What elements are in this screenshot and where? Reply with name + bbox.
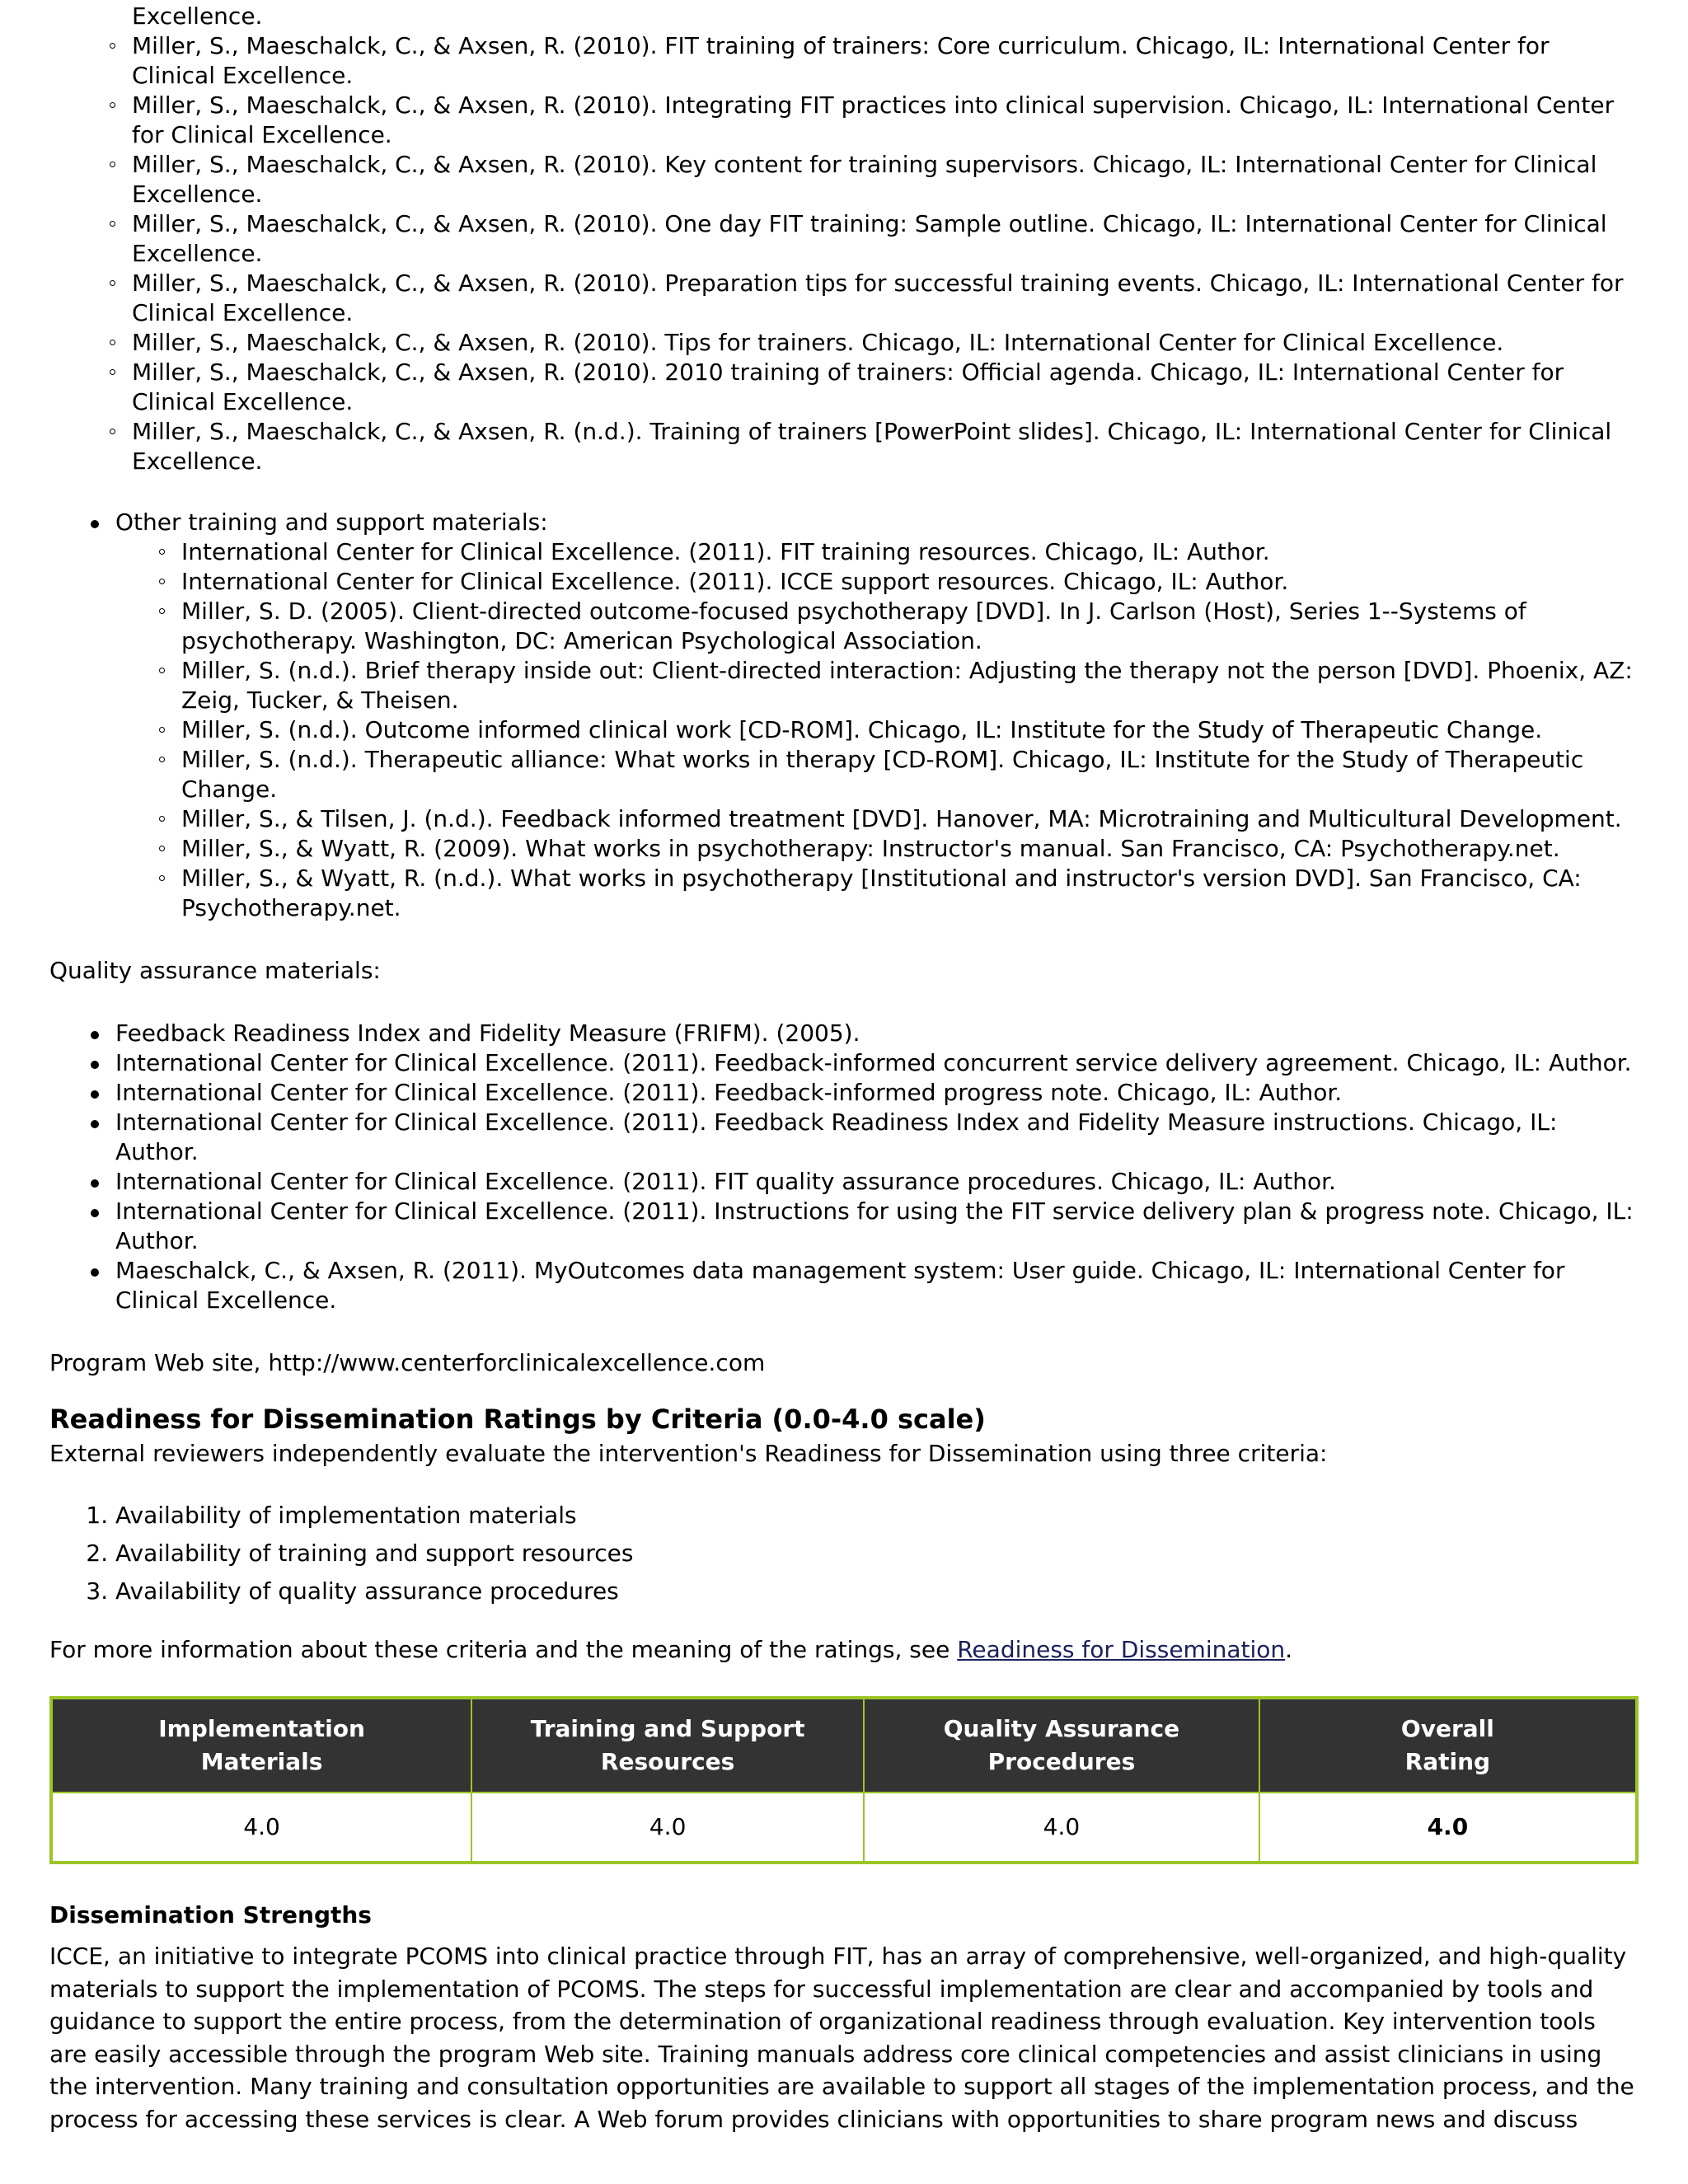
rating-overall: 4.0: [1259, 1793, 1637, 1863]
more-info-line: [49, 1635, 1639, 1665]
quality-assurance-label: Quality assurance materials:: [49, 957, 381, 984]
header-implementation-materials: Implementation Materials: [51, 1698, 471, 1793]
list-item: Maeschalck, C., & Axsen, R. (2011). MyOutcomes data management system: User guide. Chicago, IL: International Center for Clinical Excellence.: [115, 1256, 1639, 1315]
list-item: 1. Availability of implementation materials: [115, 1497, 1639, 1535]
table-row: [51, 1793, 1637, 1863]
criteria-list: [49, 1497, 1639, 1610]
strengths-text: ICCE, an initiative to integrate PCOMS into clinical practice through FIT, has an array of comprehensive, well-organized, and high-quality materials to support the implementation of PCOMS. The steps for successful implementation are clear and accompanied by tools and guidance to support the entire process, from the determination of organizational readiness through evaluation. Key intervention tools are easily accessible through the program Web site. Training manuals address core clinical competencies and assist clinicians in using the intervention. Many training and consultation opportunities are available to support all stages of the implementation process, and the process for accessing these services is clear. A Web forum provides clinicians with opportunities to share program news and discuss: [49, 1943, 1634, 2133]
other-training-label: Other training and support materials:: [115, 509, 548, 536]
list-item: International Center for Clinical Excellence. (2011). Instructions for using the FIT service delivery plan & progress note. Chicago, IL: Author.: [115, 1197, 1639, 1256]
list-item: Miller, S., Maeschalck, C., & Axsen, R. (2010). Preparation tips for successful training events. Chicago, IL: International Center for Clinical Excellence.: [132, 269, 1639, 328]
rating-training-support: 4.0: [471, 1793, 864, 1863]
list-item: International Center for Clinical Excellence. (2011). Feedback-informed concurrent service delivery agreement. Chicago, IL: Author.: [115, 1048, 1639, 1078]
rating-implementation-materials: 4.0: [51, 1793, 471, 1863]
list-item: 2. Availability of training and support resources: [115, 1535, 1639, 1572]
list-item: Miller, S. (n.d.). Brief therapy inside out: Client-directed interaction: Adjusting the therapy not the person [DVD]. Phoenix, AZ: Zeig, Tucker, & Theisen.: [181, 656, 1639, 715]
other-training-sublist: [115, 537, 1639, 923]
more-info-suffix: .: [1285, 1636, 1293, 1663]
program-website: Program Web site, http://www.centerforclinicalexcellence.com: [49, 1349, 766, 1376]
list-item: Miller, S. D. (2005). Client-directed outcome-focused psychotherapy [DVD]. In J. Carlson (Host), Series 1--Systems of psychotherapy. Washington, DC: American Psychological Association.: [181, 597, 1639, 656]
ratings-table: [49, 1696, 1639, 1864]
list-item: Miller, S., & Wyatt, R. (n.d.). What works in psychotherapy [Institutional and instructor's version DVD]. San Francisco, CA: Psychotherapy.net.: [181, 864, 1639, 923]
list-item: Miller, S., Maeschalck, C., & Axsen, R. (2010). FIT training of trainers: Core curriculum. Chicago, IL: International Center for Clinical Excellence.: [132, 31, 1639, 91]
list-item: Miller, S. (n.d.). Outcome informed clinical work [CD-ROM]. Chicago, IL: Institute for the Study of Therapeutic Change.: [181, 715, 1639, 745]
other-training-item: [115, 508, 1639, 923]
continued-text: Excellence.: [132, 2, 263, 30]
list-item: Miller, S., Maeschalck, C., & Axsen, R. (2010). Key content for training supervisors. Chicago, IL: International Center for Clinical Excellence.: [132, 150, 1639, 209]
rfd-intro: External reviewers independently evaluate the intervention's Readiness for Dissemination using three criteria:: [49, 1440, 1328, 1467]
list-item: Miller, S., Maeschalck, C., & Axsen, R. (2010). Tips for trainers. Chicago, IL: International Center for Clinical Excellence.: [132, 328, 1639, 358]
list-item: Miller, S., & Tilsen, J. (n.d.). Feedback informed treatment [DVD]. Hanover, MA: Microtraining and Multicultural Development.: [181, 804, 1639, 834]
list-item: Miller, S., Maeschalck, C., & Axsen, R. (2010). One day FIT training: Sample outline. Chicago, IL: International Center for Clinical Excellence.: [132, 209, 1639, 269]
quality-assurance-list: [49, 1019, 1639, 1315]
rfd-heading: Readiness for Dissemination Ratings by Criteria (0.0-4.0 scale): [49, 1404, 986, 1435]
table-header-row: [51, 1698, 1637, 1793]
list-item: Miller, S., Maeschalck, C., & Axsen, R. (2010). Integrating FIT practices into clinical supervision. Chicago, IL: International Center for Clinical Excellence.: [132, 91, 1639, 150]
header-quality-assurance: Quality Assurance Procedures: [864, 1698, 1259, 1793]
rating-quality-assurance: 4.0: [864, 1793, 1259, 1863]
more-info-prefix: For more information about these criteria and the meaning of the ratings, see: [49, 1636, 958, 1663]
list-item: Feedback Readiness Index and Fidelity Measure (FRIFM). (2005).: [115, 1019, 1639, 1048]
list-item: International Center for Clinical Excellence. (2011). FIT quality assurance procedures. Chicago, IL: Author.: [115, 1167, 1639, 1197]
list-item: International Center for Clinical Excellence. (2011). Feedback Readiness Index and Fidelity Measure instructions. Chicago, IL: Author.: [115, 1108, 1639, 1167]
other-training-list: [49, 508, 1639, 923]
list-item: Miller, S. (n.d.). Therapeutic alliance: What works in therapy [CD-ROM]. Chicago, IL: Institute for the Study of Therapeutic Change.: [181, 745, 1639, 804]
trainer-references-list: [0, 31, 1639, 476]
strengths-heading: Dissemination Strengths: [49, 1901, 372, 1929]
header-training-support: Training and Support Resources: [471, 1698, 864, 1793]
list-item: International Center for Clinical Excellence. (2011). ICCE support resources. Chicago, IL: Author.: [181, 567, 1639, 597]
list-item: Miller, S., Maeschalck, C., & Axsen, R. (2010). 2010 training of trainers: Official agenda. Chicago, IL: International Center for Clinical Excellence.: [132, 358, 1639, 417]
list-item: Miller, S., Maeschalck, C., & Axsen, R. (n.d.). Training of trainers [PowerPoint slides]. Chicago, IL: International Center for Clinical Excellence.: [132, 417, 1639, 476]
list-item: International Center for Clinical Excellence. (2011). Feedback-informed progress note. Chicago, IL: Author.: [115, 1078, 1639, 1108]
list-item: International Center for Clinical Excellence. (2011). FIT training resources. Chicago, IL: Author.: [181, 537, 1639, 567]
header-overall-rating: Overall Rating: [1259, 1698, 1637, 1793]
list-item: Miller, S., & Wyatt, R. (2009). What works in psychotherapy: Instructor's manual. San Francisco, CA: Psychotherapy.net.: [181, 834, 1639, 864]
list-item: 3. Availability of quality assurance procedures: [115, 1572, 1639, 1610]
readiness-for-dissemination-link[interactable]: Readiness for Dissemination: [957, 1636, 1286, 1663]
